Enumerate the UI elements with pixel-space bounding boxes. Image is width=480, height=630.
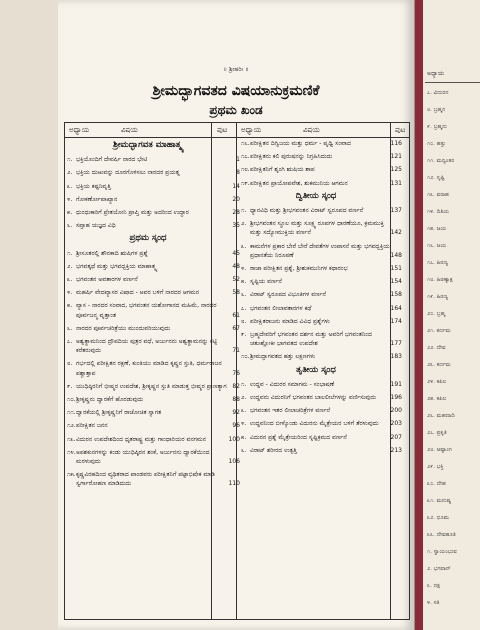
entry-title: ಭಕ್ತಿಯ ದುಃಖವನ್ನು ದೂರಗೊಳಿಸಲು ನಾರದರ ಪ್ರಯತ್ನ [76, 169, 180, 177]
right-page-line: ೨೦. ಬ್ರಹ್ಮ [427, 311, 446, 317]
entry-title: ಯುಧಿಷ್ಠಿರನಿಗೆ ಭೀಷ್ಮರ ಉಪದೇಶ, ಶ್ರೀಕೃಷ್ಣನ ಸ್ತುತಿ ಮಾಡುತ್ತ ಭೀಷ್ಮರ ಪ್ರಾಣತ್ಯಾಗ [76, 382, 227, 390]
entry-number: ೧೯. [241, 179, 250, 187]
entry-number: ೬. [67, 324, 73, 332]
entry-number: ೨. [67, 262, 73, 270]
entry-title: ಶ್ರೀಕೃಷ್ಣನು ದ್ವಾರಕೆಗೆ ಹೊರಡುವುದು [76, 396, 144, 404]
entry-title: ಪರೀಕ್ಷಿತರಾಜನು ಮಾಡಿದ ವಿವಿಧ ಪ್ರಶ್ನೆಗಳು [250, 317, 330, 325]
entry-title: ಭಕ್ತಿಯೊಂದಿಗೆ ದೇವರ್ಷಿ ನಾರದ ಭೇಟಿ [76, 156, 148, 164]
entry-number: ೫. [241, 278, 247, 286]
right-page-line: ೮. ಬ್ರಹ್ಮನ [427, 107, 446, 113]
entry-title: ಭಗವಂತನ ಲೀಲಾವತಾರಗಳ ಕಥೆ [250, 304, 312, 312]
entry-title: ವಿರಾಟ್ ಸ್ವರೂಪದ ವಿಭೂತಿಗಳ ವರ್ಣನೆ [250, 291, 327, 299]
right-page-line: ೩೨. ಧೂಮ [427, 515, 449, 521]
entry-number: ೪. [241, 420, 247, 428]
toc-entry [241, 406, 402, 415]
entry-title: ವಿದುರನ ಉಪದೇಶದಿಂದ ಧೃತರಾಷ್ಟ್ರ ಮತ್ತು ಗಾಂಧಾರಿಯರ ವನಗಮನ [76, 435, 206, 443]
entry-title: ಭಕ್ತಿಯ ಕಷ್ಟನಿವೃತ್ತಿ [76, 182, 111, 190]
entry-title: ಸೃಷ್ಟಿಯ ವರ್ಣನೆ [250, 278, 282, 286]
toc-entry [241, 179, 402, 188]
toc-entry [67, 408, 240, 417]
toc-entry [67, 448, 240, 466]
toc-entry [67, 395, 240, 404]
toc-entry [67, 262, 240, 271]
entry-number: ೧೩. [67, 435, 76, 443]
entry-title: ಮಹರ್ಷಿ ವೇದವ್ಯಾಸರ ವಿಷಾದ - ಅವರ ಬಳಿಗೆ ನಾರದರ ಆಗಮನ [76, 289, 200, 297]
entry-number: ೬. [241, 446, 247, 454]
entry-number: ೧. [241, 380, 247, 388]
entry-title: ಪರೀಕ್ಷಿತನು ಕಲಿ ಪುರುಷನನ್ನು ನಿಗ್ರಹಿಸಿದುದು [250, 153, 333, 161]
entry-number: ೯. [241, 331, 247, 339]
right-page-line: ೨೧. ಕರ್ದಮ [427, 328, 451, 334]
right-page-line: ೨೮. ಅಷ್ಟಾಂಗ [427, 447, 452, 453]
right-page-line: ೨೫. ಕಪಿಲ [427, 396, 447, 402]
right-page-line: ೨೩. ಕರ್ದಮ [427, 362, 451, 368]
entry-number: ೧೮. [241, 166, 250, 174]
entry-page: 58 [232, 289, 240, 297]
entry-title: ಧುಂಧುಕಾರಿಗೆ ಪ್ರೇತಯೋನಿ ಪ್ರಾಪ್ತಿ ಮತ್ತು ಅದರಿಂದ ಉದ್ಧಾರ [76, 209, 189, 217]
right-page-header: ಅಧ್ಯಾಯ [427, 70, 445, 77]
entry-page: 154 [390, 278, 402, 286]
entry-page: 14 [232, 182, 240, 190]
entry-title: ನಾರದರ ಪೂರ್ವಚರಿತ್ರೆಯು ಮುಂದುವರಿಯುವುದು [76, 324, 171, 332]
entry-page: 61 [232, 311, 240, 319]
entry-title: ಶ್ರೀಭಗವಂತನ ಸ್ಥೂಲ ಮತ್ತು ಸೂಕ್ಷ್ಮ ರೂಪಗಳ ಧಾರಣೆಯೂ, ಕ್ರಮಮುಕ್ತಿ ಮತ್ತು ಸದ್ಯೋಮುಕ್ತಿಯ ವರ್ಣನೆ [250, 220, 384, 237]
right-page-line: ೧೮. ಹಿರಣ್ಯಾಕ್ಷ [427, 277, 453, 283]
entry-number: ೧೦. [241, 353, 250, 361]
entry-title: ಗೋಕರ್ಣೋಪಾಖ್ಯಾನ [76, 195, 118, 203]
right-page-line: ೧೬. ಜಯ [427, 243, 447, 249]
entry-title: ಪರೀಕ್ಷಿತನ ಜನನ [76, 422, 108, 430]
right-page-line: ೧೧. ಮನ್ವಂತರ [427, 158, 455, 164]
entry-page: 196 [390, 394, 402, 402]
entry-number: ೨. [67, 169, 73, 177]
entry-page: 177 [390, 340, 402, 348]
entry-page: 191 [390, 380, 402, 388]
toc-entry [67, 168, 240, 177]
toc-entry [241, 242, 402, 260]
right-page-line: ೩೦. ದೇಹ [427, 481, 446, 487]
toc-entry [67, 155, 240, 164]
entry-page: 116 [390, 140, 402, 147]
entry-number: ೫. [67, 302, 73, 310]
header-page-2: ಪುಟ [395, 126, 406, 134]
contents-table [64, 122, 410, 620]
entry-number: ೨. [241, 220, 247, 228]
entry-page: 142 [390, 229, 402, 237]
entry-title: ಭಗವಂತನ ಅವತಾರಗಳ ವರ್ಣನೆ [76, 276, 138, 284]
right-page-line: ೨೯. ಭಕ್ತಿ [427, 464, 444, 470]
entry-title: ಉದ್ಧವನಿಂದ ಬೀಳ್ಕೊಂಡು ವಿದುರನು ಮೈತ್ರೇಯರ ಬಳಿಗೆ ತೆರಳುವುದು [250, 420, 379, 428]
entry-page: 96 [232, 422, 240, 430]
entry-page: 125 [390, 166, 402, 174]
toc-entry [241, 433, 402, 442]
entry-number: ೫. [241, 433, 247, 441]
entry-number: ೬. [241, 291, 247, 299]
right-page-line: ೧೦. ಹತ್ತು [427, 141, 446, 147]
entry-number: ೪. [67, 195, 73, 203]
entry-page: 28 [232, 209, 240, 217]
entry-title: ಬ್ರಹ್ಮದೇವರಿಗೆ ಭಗವಂತನ ದರ್ಶನ ಮತ್ತು ಅವರಿಗೆ ಭಗವಂತನಿಂದ ಚತುಃಶ್ಲೋಕೀ ಭಾಗವತದ ಉಪದೇಶ [250, 331, 372, 348]
toc-entry [67, 470, 240, 488]
entry-page: 106 [228, 458, 240, 466]
entry-page: 174 [390, 317, 402, 325]
entry-page: 183 [390, 353, 402, 361]
toc-entry [67, 221, 240, 230]
right-page-line: ೨೨. ದೇವ [427, 345, 446, 351]
right-page-line: ೩೩. ದೇವಹೂತಿ [427, 532, 456, 538]
right-page-line: ೨೬. ಮಹದಾದಿ [427, 413, 455, 419]
entry-page: 100 [228, 435, 240, 443]
toc-entry [241, 380, 402, 389]
entry-title: ಪರೀಕ್ಷಿತನಿಗೆ ಶೃಂಗಿ ಋಷಿಯ ಶಾಪ [250, 166, 315, 174]
entry-title: ಕೃಷ್ಣವಿರಹದಿಂದ ವ್ಯಥಿತರಾದ ಪಾಂಡವರು ಪರೀಕ್ಷಿತನಿಗೆ ಪಟ್ಟಾಭಿಷೇಕ ಮಾಡಿ ಸ್ವರ್ಗಾರೋಹಣ ಮಾಡಿದುದು [76, 471, 215, 488]
entry-title: ಧ್ಯಾನವಿಧಿ ಮತ್ತು ಶ್ರೀಭಗವಂತನ ವಿರಾಟ್ ಸ್ವರೂಪದ ವರ್ಣನೆ [250, 207, 364, 215]
toc-entry [67, 337, 240, 355]
entry-number: ೧೨. [67, 422, 76, 430]
entry-number: ೧೪. [67, 448, 76, 456]
entry-number: ೩. [241, 242, 247, 250]
toc-entry [67, 301, 240, 319]
entry-title: ಶ್ರೀಮದ್ಭಾಗವತದ ಹತ್ತು ಲಕ್ಷಣಗಳು [250, 353, 316, 361]
entry-page: 203 [390, 420, 402, 428]
page-title: ಶ್ರೀಮದ್ಭಾಗವತದ ವಿಷಯಾನುಕ್ರಮಣಿಕೆ [152, 83, 320, 99]
toc-entry [241, 304, 402, 313]
right-page [414, 0, 480, 630]
entry-number: ೧. [67, 249, 73, 257]
toc-entry [241, 139, 402, 148]
page-binding [415, 0, 423, 630]
page-subtitle: ಪ್ರಥಮ ಖಂಡ [209, 103, 263, 117]
toc-entry [241, 419, 402, 428]
right-page-line: ೧೩. ವರಾಹ [427, 192, 449, 198]
entry-number: ೧೭. [241, 153, 250, 161]
toc-entry [67, 208, 240, 217]
entry-number: ೬. [67, 222, 73, 230]
entry-title: ವಿರಾಟ್ ಶರೀರದ ಉತ್ಪತ್ತಿ [250, 446, 297, 454]
right-page-line: ೭. ವಿದುರನ [427, 90, 449, 96]
entry-number: ೧. [241, 207, 247, 215]
entry-title: ಸಪ್ತಾಹ ಯಜ್ಞದ ವಿಧಿ [76, 222, 116, 230]
entry-title: ಉದ್ಧವ - ವಿದುರರ ಸಮಾಗಮ - ಸಂಭಾಷಣೆ [250, 380, 335, 388]
entry-title: ಉದ್ಧವನು ವಿದುರನಿಗೆ ಭಗವಂತನ ಬಾಲಲೀಲೆಗಳನ್ನು ವರ್ಣಿಸುವುದು [250, 394, 376, 402]
right-page-line: ೨೭. ಪ್ರಕೃತಿ [427, 430, 447, 436]
right-page-line: ೩. ದಕ್ಷ [427, 583, 441, 589]
toc-entry [67, 288, 240, 297]
section-heading: ತೃತೀಯ ಸ್ಕಂಧ [296, 364, 336, 375]
toc-entry [241, 352, 402, 361]
entry-page: 137 [390, 207, 402, 215]
entry-number: ೧೦. [67, 396, 76, 404]
entry-page: 213 [390, 446, 402, 454]
right-page-line: ೨೪. ಕಪಿಲ [427, 379, 447, 385]
toc-entry [241, 446, 402, 455]
section-heading: ಶ್ರೀಮದ್ಭಾಗವತ ಮಾಹಾತ್ಮ್ಯ [113, 140, 183, 150]
table-header [65, 123, 409, 138]
entry-number: ೭. [67, 338, 73, 346]
section-heading: ಪ್ರಥಮ ಸ್ಕಂಧ [129, 233, 167, 244]
right-page-rule [425, 82, 480, 83]
entry-page: 88 [232, 396, 240, 404]
entry-title: ಭಗವಂತನ ಇತರ ಲೀಲಾಚರಿತ್ರೆಗಳ ವರ್ಣನೆ [250, 407, 331, 415]
entry-title: ಶ್ರೀಸೂತರಲ್ಲಿ ಶೌನಕಾದಿ ಋಷಿಗಳ ಪ್ರಶ್ನೆ [76, 249, 148, 257]
entry-page: 151 [390, 265, 402, 273]
entry-page: 158 [390, 291, 402, 299]
right-page-line: ೨. ಭಗವಾನ್ [427, 566, 451, 572]
entry-page: 45 [232, 249, 240, 257]
entry-title: ವ್ಯಾಸ - ನಾರದರ ಸಂವಾದ, ಭಗವಂತನ ಯಶೋಗಾನದ ಮಹಿಮೆ, ನಾರದರ ಪೂರ್ವಜನ್ಮ ವೃತ್ತಾಂತ [76, 302, 217, 319]
entry-page: 131 [390, 179, 402, 187]
entry-page: 207 [390, 433, 402, 441]
toc-entry [241, 277, 402, 286]
entry-number: ೨. [241, 394, 247, 402]
invocation: ॥ ಶ್ರೀಹರಿಃ ॥ [223, 66, 249, 73]
right-page-line: ೧. ಸ್ವಾಯಂಭುವ [427, 549, 457, 555]
right-page-line: ೩೧. ಮನುಷ್ಯ [427, 498, 452, 504]
entry-number: ೭. [241, 304, 247, 312]
right-page-line: ೯. ಬ್ರಹ್ಮನು [427, 124, 447, 130]
entry-title: ಗರ್ಭದಲ್ಲಿ ಪರೀಕ್ಷಿತನ ರಕ್ಷಣೆ, ಕುಂತಿಯು ಮಾಡಿದ ಕೃಷ್ಣನ ಸ್ತುತಿ, ಧರ್ಮರಾಜನ ಪಶ್ಚಾತ್ತಾಪ [76, 360, 222, 377]
header-chapter-2: ಅಧ್ಯಾಯ [241, 126, 262, 134]
entry-title: ವಿದುರನ ಪ್ರಶ್ನೆ ಮೈತ್ರೇಯರಿಂದ ಸೃಷ್ಟಿಕ್ರಮದ ವರ್ಣನೆ [250, 433, 347, 441]
toc-entry [241, 330, 402, 348]
entry-page: 200 [390, 407, 402, 415]
entry-number: ೩. [67, 276, 73, 284]
header-subject-2: ವಿಷಯ [303, 126, 320, 134]
toc-entry [241, 206, 402, 215]
entry-number: ೯. [67, 382, 73, 390]
entry-page: 164 [390, 304, 402, 312]
entry-page: 35 [232, 222, 240, 230]
toc-entry [241, 290, 402, 299]
entry-page: 92 [232, 409, 240, 417]
right-page-line: ೧೯. ಹಿರಣ್ಯ [427, 294, 449, 300]
entry-title: ಅಶ್ವತ್ಥಾಮನಿಂದ ದ್ರೌಪದಿಯ ಪುತ್ರರ ವಧೆ, ಅರ್ಜುನನು ಅಶ್ವತ್ಥಾಮನನ್ನು ಕಟ್ಟಿ ಕರೆತರುವುದು [76, 338, 218, 355]
toc-entry [67, 421, 240, 430]
entry-page: 20 [232, 195, 240, 203]
entry-number: ೪. [67, 289, 73, 297]
toc-entry [241, 152, 402, 161]
toc-entry [241, 219, 402, 237]
entry-title: ರಾಜಾ ಪರೀಕ್ಷಿತನ ಪ್ರಶ್ನೆ, ಶ್ರೀಶುಕಮುನಿಗಳ ಕಥಾರಂಭ [250, 265, 348, 273]
toc-entry [241, 317, 402, 326]
entry-page: 1 [236, 156, 240, 164]
entry-page: 67 [232, 324, 240, 332]
toc-entry [241, 393, 402, 402]
right-column [241, 139, 402, 459]
section-heading: ದ್ವಿತೀಯ ಸ್ಕಂಧ [295, 190, 337, 201]
entry-page: 121 [390, 153, 402, 161]
entry-title: ಭಗವತ್ಕಥೆ ಮತ್ತು ಭಗವದ್ಭಕ್ತಿಯ ಮಾಹಾತ್ಮ್ಯ [76, 262, 157, 270]
entry-page: 82 [232, 382, 240, 390]
entry-page: 48 [232, 262, 240, 270]
toc-entry [67, 195, 240, 204]
entry-title: ಪರೀಕ್ಷಿತನ ಪ್ರಾಯೋಪವೇಶ, ಶುಕಮುನಿಯ ಆಗಮನ [250, 179, 348, 187]
right-page-line: ೧೭. ಹಿರಣ್ಯ [427, 260, 449, 266]
right-page-line: ೧೨. ಸೃಷ್ಟಿ [427, 175, 445, 181]
entry-number: ೩. [241, 407, 247, 415]
entry-number: ೩. [67, 182, 73, 190]
toc-entry [241, 264, 402, 273]
entry-number: ೮. [67, 360, 73, 368]
entry-page: 8 [236, 169, 240, 177]
entry-number: ೮. [241, 317, 247, 325]
entry-number: ೧೫. [67, 471, 76, 479]
entry-page: 52 [232, 276, 240, 284]
toc-entry [67, 359, 240, 377]
entry-page: 110 [228, 480, 240, 488]
entry-number: ೧೬. [241, 140, 250, 147]
header-page: ಪುಟ [217, 126, 228, 134]
entry-number: ೪. [241, 265, 247, 273]
toc-entry [67, 275, 240, 284]
toc-entry [67, 249, 240, 258]
entry-page: 71 [232, 347, 240, 355]
entry-page: 76 [232, 369, 240, 377]
entry-number: ೫. [67, 209, 73, 217]
left-column [67, 139, 240, 493]
entry-title: ಪರೀಕ್ಷಿತನ ದಿಗ್ವಿಜಯ ಮತ್ತು ಧರ್ಮ - ಪೃಥ್ವಿ ಸಂವಾದ [250, 140, 351, 147]
toc-entry [67, 324, 240, 333]
entry-number: ೧. [67, 156, 73, 164]
entry-title: ಕಾಮನೆಗಳ ಪ್ರಕಾರ ಬೇರೆ ಬೇರೆ ದೇವತೆಗಳ ಉಪಾಸನೆ ಮತ್ತು ಭಗವದ್ಭಕ್ತಿಯ ಪ್ರಧಾನತೆಯ ನಿರೂಪಣೆ [250, 242, 390, 259]
toc-entry [67, 435, 240, 444]
toc-entry [241, 165, 402, 174]
right-page-line: ೧೪. ದಿತಿಯ [427, 209, 450, 215]
toc-entry [67, 182, 240, 191]
right-page-line: ೧೫. ಜಯ [427, 226, 447, 232]
toc-entry [67, 382, 240, 391]
entry-page: 148 [390, 251, 402, 259]
right-page-line: ೪. ಸತಿ [427, 600, 440, 606]
header-subject: ವಿಷಯ [121, 126, 138, 134]
header-chapter: ಅಧ್ಯಾಯ [69, 126, 90, 134]
entry-number: ೧೧. [67, 409, 76, 417]
entry-title: ಅಪಶಕುನಗಳನ್ನು ಕಂಡು ಯುಧಿಷ್ಠಿರನ ಶಂಕೆ, ಅರ್ಜುನನು ದ್ವಾರಕೆಯಿಂದ ಮರಳುವುದು [76, 448, 210, 466]
entry-title: ದ್ವಾರಕೆಯಲ್ಲಿ ಶ್ರೀಕೃಷ್ಣನಿಗೆ ರಾಜೋಚಿತ ಸ್ವಾಗತ [76, 409, 162, 417]
